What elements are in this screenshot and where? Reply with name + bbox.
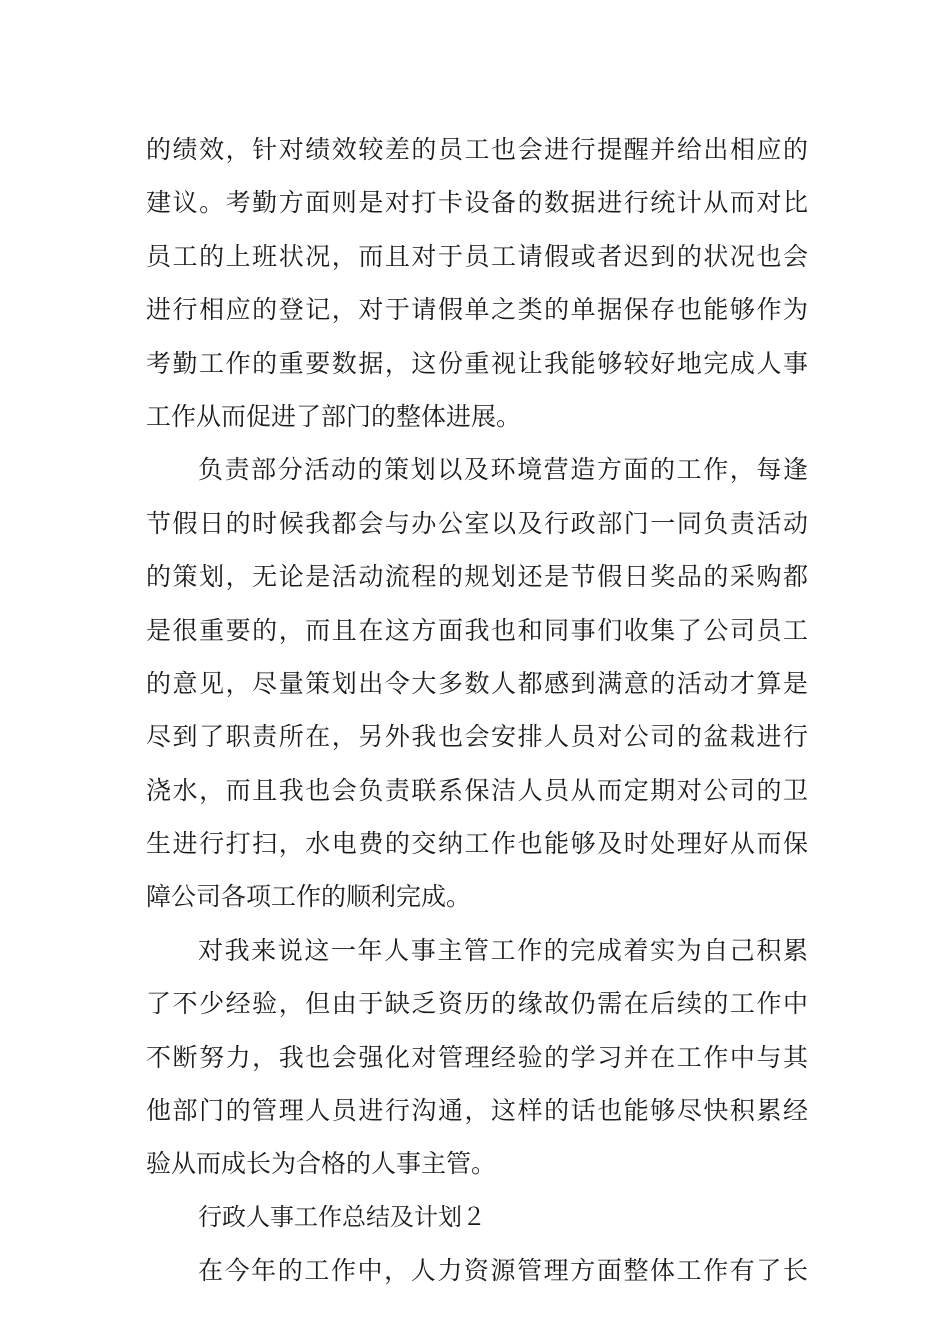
text-line: 他部门的管理人员进行沟通，这样的话也能够尽快积累经	[146, 1096, 808, 1126]
text-line: 进行相应的登记，对于请假单之类的单据保存也能够作为	[146, 295, 808, 325]
text-line: 尽到了职责所在，另外我也会安排人员对公司的盆栽进行	[146, 722, 808, 752]
text-line: 员工的上班状况，而且对于员工请假或者迟到的状况也会	[146, 241, 808, 271]
paragraph-summary	[146, 924, 808, 1191]
text-line: 了不少经验，但由于缺乏资历的缘故仍需在后续的工作中	[146, 989, 808, 1019]
paragraph-hr-intro	[146, 1244, 808, 1297]
text-line: 节假日的时候我都会与办公室以及行政部门一同负责活动	[146, 508, 808, 538]
text-line: 验从而成长为合格的人事主管。	[146, 1149, 497, 1179]
text-line: 工作从而促进了部门的整体进展。	[146, 401, 522, 431]
text-line: 负责部分活动的策划以及环境营造方面的工作，每逢	[198, 455, 808, 485]
document-body	[146, 123, 808, 1298]
text-line: 建议。考勤方面则是对打卡设备的数据进行统计从而对比	[146, 188, 808, 218]
text-line: 的意见，尽量策划出令大多数人都感到满意的活动才算是	[146, 668, 808, 698]
text-line: 在今年的工作中，人力资源管理方面整体工作有了长	[198, 1256, 808, 1286]
text-line: 不断努力，我也会强化对管理经验的学习并在工作中与其	[146, 1042, 808, 1072]
text-line: 的绩效，针对绩效较差的员工也会进行提醒并给出相应的	[146, 135, 808, 164]
paragraph-activities	[146, 443, 808, 924]
text-line: 障公司各项工作的顺利完成。	[146, 882, 472, 912]
text-line: 的策划，无论是活动流程的规划还是节假日奖品的采购都	[146, 562, 808, 592]
text-line: 考勤工作的重要数据，这份重视让我能够较好地完成人事	[146, 348, 808, 378]
text-line: 是很重要的，而且在这方面我也和同事们收集了公司员工	[146, 615, 808, 645]
paragraph-attendance	[146, 123, 808, 443]
text-line: 生进行打扫，水电费的交纳工作也能够及时处理好从而保	[146, 829, 808, 859]
text-line: 对我来说这一年人事主管工作的完成着实为自己积累	[198, 935, 808, 965]
section-heading: 行政人事工作总结及计划２	[198, 1202, 486, 1231]
text-line: 浇水，而且我也会负责联系保洁人员从而定期对公司的卫	[146, 775, 808, 805]
